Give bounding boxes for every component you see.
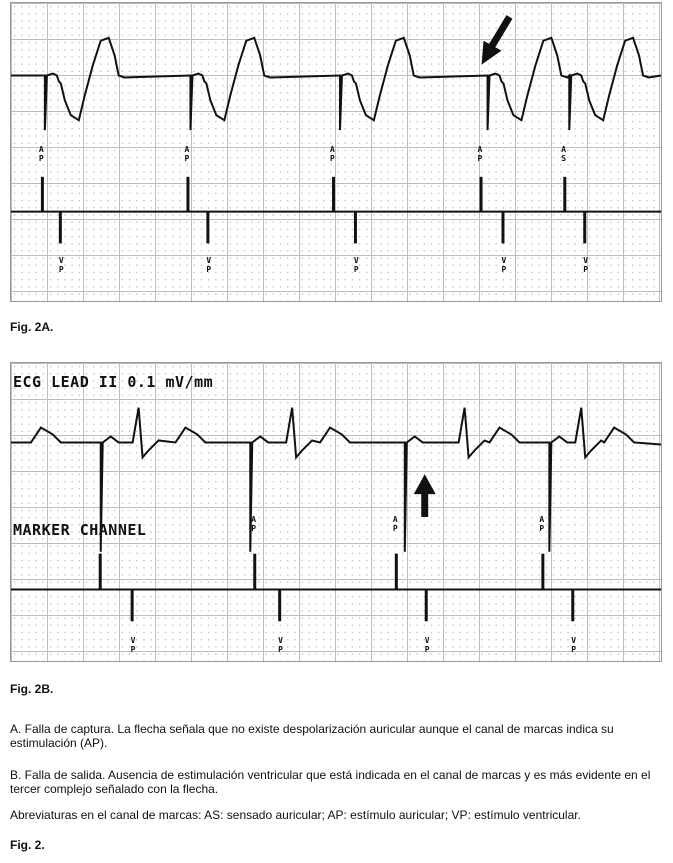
marker-label-bottom-2b: V P: [424, 636, 430, 655]
marker-label-bottom-2b: V P: [278, 636, 283, 655]
marker-label-top-2b: A P: [539, 514, 545, 533]
marker-label-top-2a: A P: [477, 145, 483, 163]
marker-label-bottom-2a: V P: [501, 256, 507, 275]
marker-label-bottom-2a: V P: [206, 256, 212, 275]
marker-label-top-2a: A P: [184, 145, 190, 163]
ventricular-marker-2b: [571, 589, 574, 621]
marker-label-bottom-2a: V P: [583, 256, 589, 275]
atrial-marker-2a: [186, 177, 189, 212]
ecg-trace-2b: [11, 363, 661, 661]
atrial-marker-2a: [563, 177, 566, 212]
ecg-lead-header: ECG LEAD II 0.1 mV/mm: [13, 373, 214, 391]
ventricular-marker-2b: [131, 589, 134, 621]
figure-2-label: Fig. 2.: [10, 838, 45, 852]
marker-label-top-2a: A S: [561, 145, 567, 163]
ecg-trace-2a: [11, 3, 661, 301]
caption-a: A. Falla de captura. La flecha señala que no existe despolarización auricular aunque el canal de marcas indica su estimulación (AP).: [10, 722, 614, 750]
marker-label-bottom-2a: V P: [58, 256, 64, 275]
ventricular-marker-2a: [354, 212, 357, 244]
atrial-marker-2a: [41, 177, 44, 212]
atrial-marker-2b: [541, 554, 544, 590]
ecg-waveform-2a: [11, 38, 661, 130]
ventricular-marker-2a: [59, 212, 62, 244]
marker-channel-header: MARKER CHANNEL: [13, 521, 147, 539]
marker-label-bottom-2a: V P: [353, 256, 359, 275]
ventricular-marker-2b: [278, 589, 281, 621]
marker-label-bottom-2b: V P: [571, 636, 577, 655]
ecg-strip-2b: [10, 362, 662, 662]
marker-label-top-2a: A P: [38, 145, 44, 163]
arrow-up-icon: [414, 474, 436, 517]
caption-b: B. Falla de salida. Ausencia de estimulación ventricular que está indicada en el canal de marcas y es más evidente en el tercer complejo señalado con la flecha.: [10, 768, 651, 796]
ventricular-marker-2a: [206, 212, 209, 244]
ventricular-marker-2a: [583, 212, 586, 244]
marker-label-top-2b: A P: [392, 514, 398, 533]
caption-abbreviations: Abreviaturas en el canal de marcas: AS: sensado auricular; AP: estímulo auricular; VP: estímulo ventricular.: [10, 808, 581, 822]
atrial-marker-2a: [480, 177, 483, 212]
atrial-marker-2b: [395, 554, 398, 590]
marker-label-top-2a: A P: [330, 145, 335, 163]
atrial-marker-2b: [99, 554, 102, 590]
ventricular-marker-2a: [501, 212, 504, 244]
marker-label-top-2b: A P: [251, 514, 257, 533]
figure-2a-label: Fig. 2A.: [10, 320, 54, 334]
marker-label-bottom-2b: V P: [130, 636, 136, 655]
ecg-waveform-2b: [11, 408, 661, 552]
ecg-strip-2a: [10, 2, 662, 302]
atrial-marker-2b: [253, 554, 256, 590]
figure-2b-label: Fig. 2B.: [10, 682, 54, 696]
arrow-down-left-icon: [482, 17, 510, 65]
atrial-marker-2a: [332, 177, 335, 212]
ventricular-marker-2b: [425, 589, 428, 621]
